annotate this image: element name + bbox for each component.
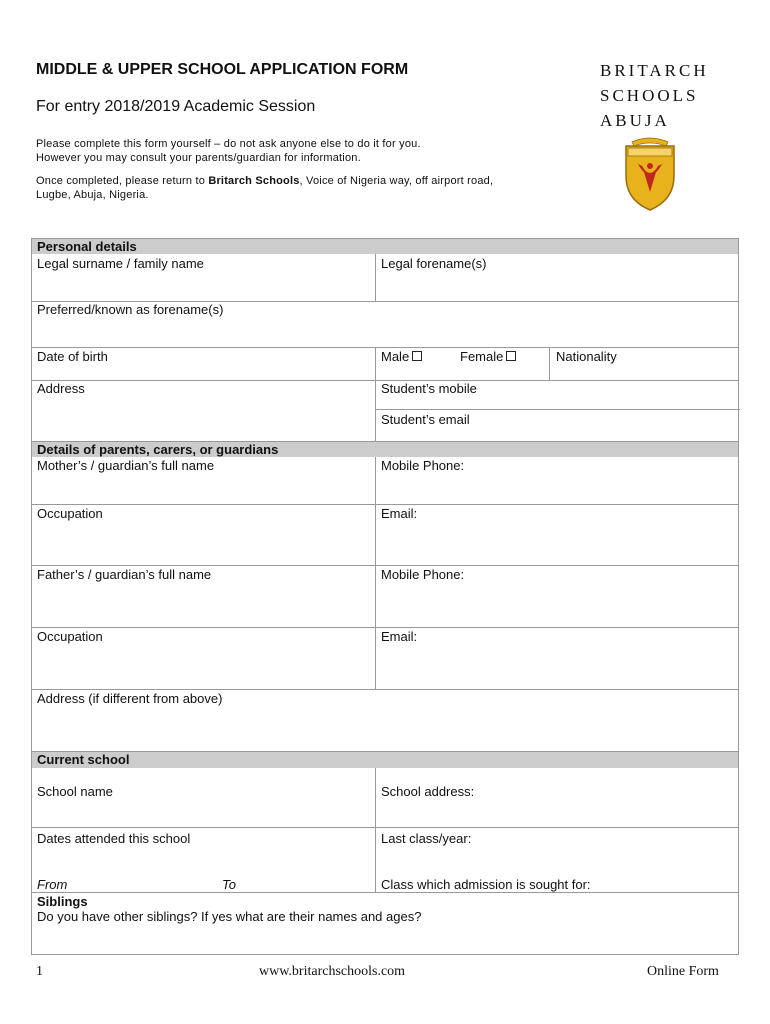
divider	[375, 409, 740, 410]
school-address-label: School address:	[381, 784, 475, 799]
female-checkbox[interactable]	[506, 351, 516, 361]
male-label: Male	[381, 349, 410, 364]
school-crest-icon	[622, 136, 678, 219]
nationality-label: Nationality	[556, 349, 617, 364]
mother-occupation-label: Occupation	[37, 506, 103, 521]
divider	[32, 565, 738, 566]
father-mobile-label: Mobile Phone:	[381, 567, 465, 582]
female-option[interactable]	[460, 349, 516, 364]
form-title: MIDDLE & UPPER SCHOOL APPLICATION FORM	[36, 61, 409, 78]
to-label: To	[222, 877, 236, 892]
application-form	[31, 238, 739, 955]
from-label: From	[37, 877, 68, 892]
mother-email-label: Email:	[381, 506, 418, 521]
forename-label: Legal forename(s)	[381, 256, 487, 271]
alternate-address-label: Address (if different from above)	[37, 691, 223, 706]
online-form-label: Online Form	[647, 964, 719, 979]
return-instructions	[36, 174, 493, 188]
father-name-label: Father’s / guardian’s full name	[37, 567, 212, 582]
divider	[32, 827, 738, 828]
brand-line-2: SCHOOLS	[600, 86, 699, 105]
male-checkbox[interactable]	[412, 351, 422, 361]
page-number: 1	[36, 964, 43, 979]
divider	[32, 504, 738, 505]
admission-class-label: Class which admission is sought for:	[381, 877, 591, 892]
column-divider	[375, 457, 376, 689]
female-label: Female	[460, 349, 504, 364]
divider	[32, 347, 738, 348]
column-divider	[375, 347, 376, 441]
brand-line-1: BRITARCH	[600, 61, 709, 80]
male-option[interactable]	[381, 349, 422, 364]
instructions-line-1: Please complete this form yourself – do not ask anyone else to do it for you.	[36, 138, 421, 150]
academic-session: For entry 2018/2019 Academic Session	[36, 98, 316, 115]
divider	[32, 892, 738, 893]
student-mobile-label: Student’s mobile	[381, 381, 477, 396]
return-address-line-2: Lugbe, Abuja, Nigeria.	[36, 189, 149, 201]
father-occupation-label: Occupation	[37, 629, 103, 644]
column-divider	[375, 768, 376, 892]
divider	[32, 689, 738, 690]
parents-heading: Details of parents, carers, or guardians	[32, 441, 738, 457]
return-prefix: Once completed, please return to	[36, 175, 209, 187]
siblings-heading: Siblings	[37, 894, 88, 909]
preferred-forename-label: Preferred/known as forename(s)	[37, 302, 224, 317]
website-link[interactable]: www.britarchschools.com	[259, 964, 406, 979]
surname-label: Legal surname / family name	[37, 256, 204, 271]
dates-attended-label: Dates attended this school	[37, 831, 191, 846]
address-label: Address	[37, 381, 85, 396]
divider	[32, 627, 738, 628]
date-of-birth-label: Date of birth	[37, 349, 108, 364]
instructions-line-2: However you may consult your parents/guardian for information.	[36, 152, 361, 164]
divider	[549, 347, 550, 380]
siblings-question: Do you have other siblings? If yes what are their names and ages?	[37, 909, 422, 924]
last-class-label: Last class/year:	[381, 831, 472, 846]
personal-details-heading: Personal details	[32, 239, 738, 254]
school-brand	[600, 58, 709, 133]
mother-mobile-label: Mobile Phone:	[381, 458, 465, 473]
mother-name-label: Mother’s / guardian’s full name	[37, 458, 215, 473]
column-divider	[375, 254, 376, 302]
return-suffix: , Voice of Nigeria way, off airport road,	[299, 175, 494, 187]
return-school: Britarch Schools	[208, 175, 300, 187]
father-email-label: Email:	[381, 629, 418, 644]
current-school-heading: Current school	[32, 751, 738, 768]
student-email-label: Student’s email	[381, 412, 470, 427]
brand-line-3: ABUJA	[600, 111, 670, 130]
school-name-label: School name	[37, 784, 113, 799]
